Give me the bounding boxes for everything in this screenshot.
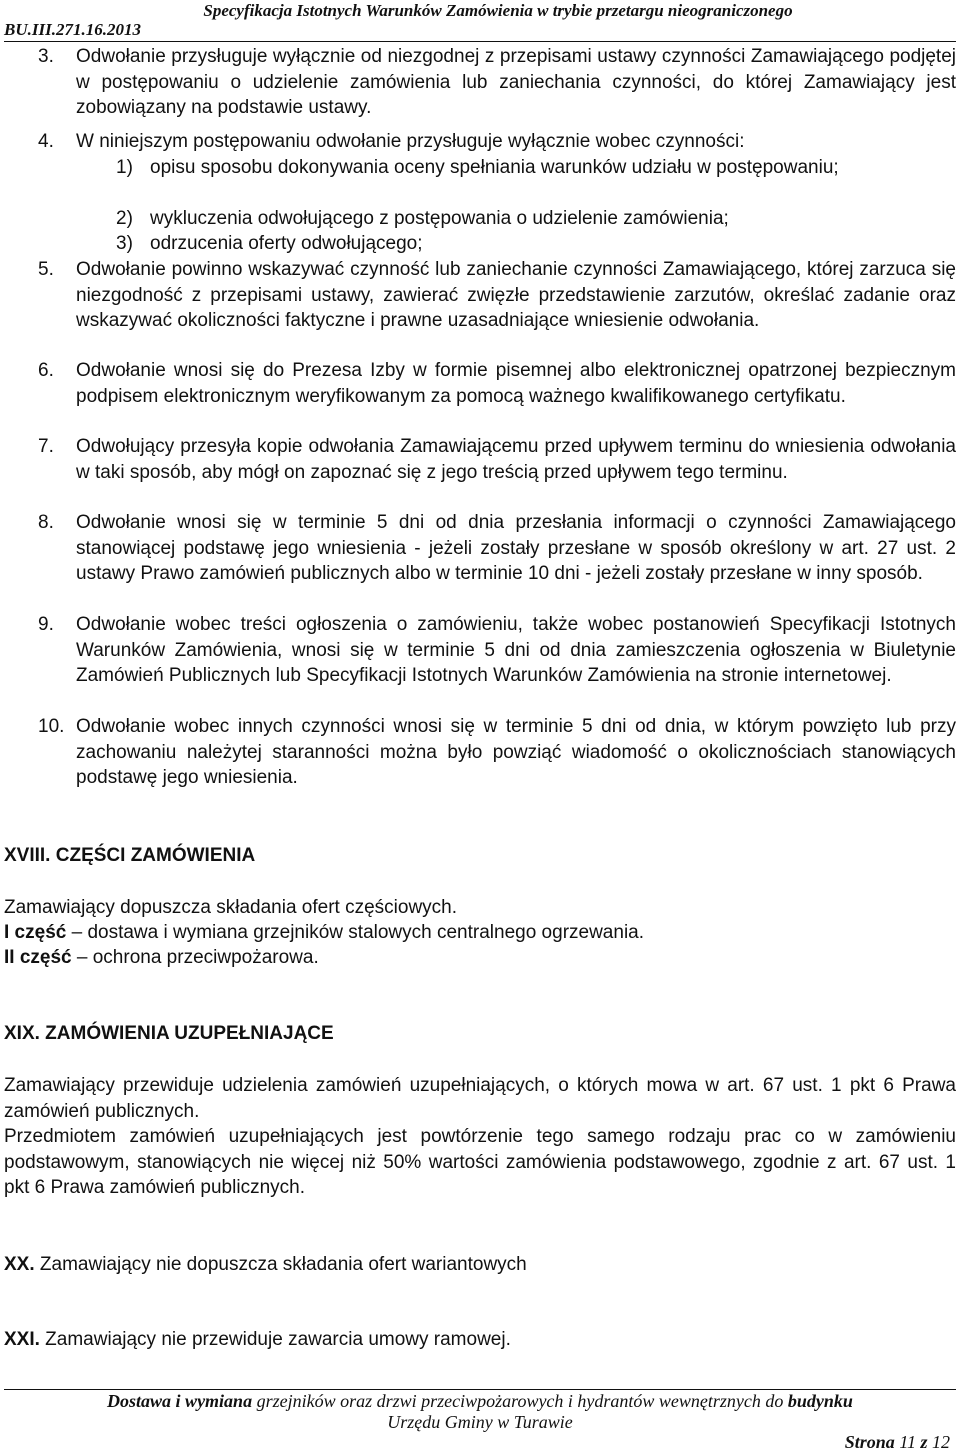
page-separator: z xyxy=(920,1432,928,1452)
part-text: – dostawa i wymiana grzejników stalowych centralnego ogrzewania. xyxy=(66,922,645,943)
page-number xyxy=(845,1432,950,1452)
part-line xyxy=(4,945,956,971)
item-text: Odwołanie wnosi się w terminie 5 dni od dnia przesłania informacji o czynności Zamawiającego stanowiącej podstawę jego wniesienia - jeżeli zostały przesłane w sposób określony w art. 27 ust. 2 ustawy Prawo zamówień publicznych albo w terminie 10 dni - jeżeli zostały przesłane w inny sposób. xyxy=(76,512,956,584)
section-paragraph: Przedmiotem zamówień uzupełniających jest powtórzenie tego samego rodzaju prac co w zamówieniu podstawowym, stanowiących nie więcej niż 50% wartości zamówienia podstawowego, zgodnie z art. 67 ust. 1 pkt 6 Prawa zamówień publicznych. xyxy=(4,1126,956,1198)
part-text: – ochrona przeciwpożarowa. xyxy=(71,947,319,968)
section-line xyxy=(4,1327,956,1353)
subitem-text: odrzucenia oferty odwołującego; xyxy=(150,233,423,254)
item-text: Odwołanie wnosi się do Prezesa Izby w formie pisemnej albo elektronicznej opatrzonej bezpiecznym podpisem elektronicznym weryfikowanym za pomocą ważnego kwalifikowanego certyfikatu. xyxy=(76,360,956,407)
footer-bold-text: budynku xyxy=(787,1391,853,1411)
part-label: II część xyxy=(4,947,72,968)
footer-bold-text: Dostawa i wymiana xyxy=(107,1391,253,1411)
item-text: Odwołanie wobec treści ogłoszenia o zamówieniu, także wobec postanowień Specyfikacji Istotnych Warunków Zamówienia, wnosi się w terminie 5 dni od dnia zamieszczenia ogłoszenia w Biuletynie Zamówień Publicznych lub Specyfikacji Istotnych Warunków Zamówienia na stronie internetowej. xyxy=(76,614,956,686)
footer-institution: Urzędu Gminy w Turawie xyxy=(387,1412,573,1432)
item-number: 6. xyxy=(38,360,54,381)
page-current: 11 xyxy=(899,1432,916,1452)
subitem-number: 1) xyxy=(116,157,133,178)
subitem-text: opisu sposobu dokonywania oceny spełniania warunków udziału w postępowaniu; xyxy=(150,157,839,178)
section-heading: XIX. ZAMÓWIENIA UZUPEŁNIAJĄCE xyxy=(4,1023,334,1044)
item-number: 4. xyxy=(38,131,54,152)
subitem-text: wykluczenia odwołującego z postępowania o udzielenie zamówienia; xyxy=(150,208,729,229)
section-text: Zamawiający nie przewiduje zawarcia umowy ramowej. xyxy=(39,1329,511,1350)
section-text: Zamawiający nie dopuszcza składania ofert wariantowych xyxy=(34,1254,527,1275)
section-label: XX. xyxy=(4,1254,35,1275)
header-divider xyxy=(4,41,956,42)
subitem-number: 3) xyxy=(116,233,133,254)
item-text: Odwołujący przesyła kopie odwołania Zamawiającemu przed upływem terminu do wniesienia odwołania w taki sposób, aby mógł on zapoznać się z jego treścią przed upływem tego terminu. xyxy=(76,436,956,483)
footer-text: grzejników oraz drzwi przeciwpożarowych i hydrantów wewnętrznych do xyxy=(252,1391,788,1411)
item-text: Odwołanie wobec innych czynności wnosi się w terminie 5 dni od dnia, w którym powzięto lub przy zachowaniu należytej staranności można było powziąć wiadomość o okolicznościach stanowiących podstawę jego wniesienia. xyxy=(76,716,956,788)
section-line xyxy=(4,1252,956,1278)
section-label: XXI. xyxy=(4,1329,40,1350)
document-header-title: Specyfikacja Istotnych Warunków Zamówienia w trybie przetargu nieograniczonego xyxy=(203,1,793,20)
item-number: 8. xyxy=(38,512,54,533)
item-text: W niniejszym postępowaniu odwołanie przysługuje wyłącznie wobec czynności: xyxy=(76,131,745,152)
part-label: I część xyxy=(4,922,67,943)
item-number: 3. xyxy=(38,46,54,67)
item-number: 9. xyxy=(38,614,54,635)
document-reference-number: BU.III.271.16.2013 xyxy=(4,20,141,39)
section-paragraph: Zamawiający przewiduje udzielenia zamówień uzupełniających, o których mowa w art. 67 ust. 1 pkt 6 Prawa zamówień publicznych. xyxy=(4,1075,956,1122)
item-number: 7. xyxy=(38,436,54,457)
section-paragraph: Zamawiający dopuszcza składania ofert częściowych. xyxy=(4,897,458,918)
section-heading: XVIII. CZĘŚCI ZAMÓWIENIA xyxy=(4,845,256,866)
item-text: Odwołanie powinno wskazywać czynność lub zaniechanie czynności Zamawiającego, której zarzuca się niezgodność z przepisami ustawy, zawierać zwięzłe przedstawienie zarzutów, określać zadanie oraz wskazywać okoliczności faktyczne i prawne uzasadniające wniesienie odwołania. xyxy=(76,259,956,331)
item-number: 10. xyxy=(38,716,65,737)
page-total: 12 xyxy=(932,1432,950,1452)
item-text: Odwołanie przysługuje wyłącznie od niezgodnej z przepisami ustawy czynności Zamawiającego podjętej w postępowaniu o udzielenie zamówienia lub zaniechania czynności, do której Zamawiający jest zobowiązany na podstawie ustawy. xyxy=(76,46,956,118)
footer-line xyxy=(0,1390,960,1412)
part-line xyxy=(4,920,956,946)
item-number: 5. xyxy=(38,259,54,280)
page-label: Strona xyxy=(844,1432,895,1452)
subitem-number: 2) xyxy=(116,208,133,229)
